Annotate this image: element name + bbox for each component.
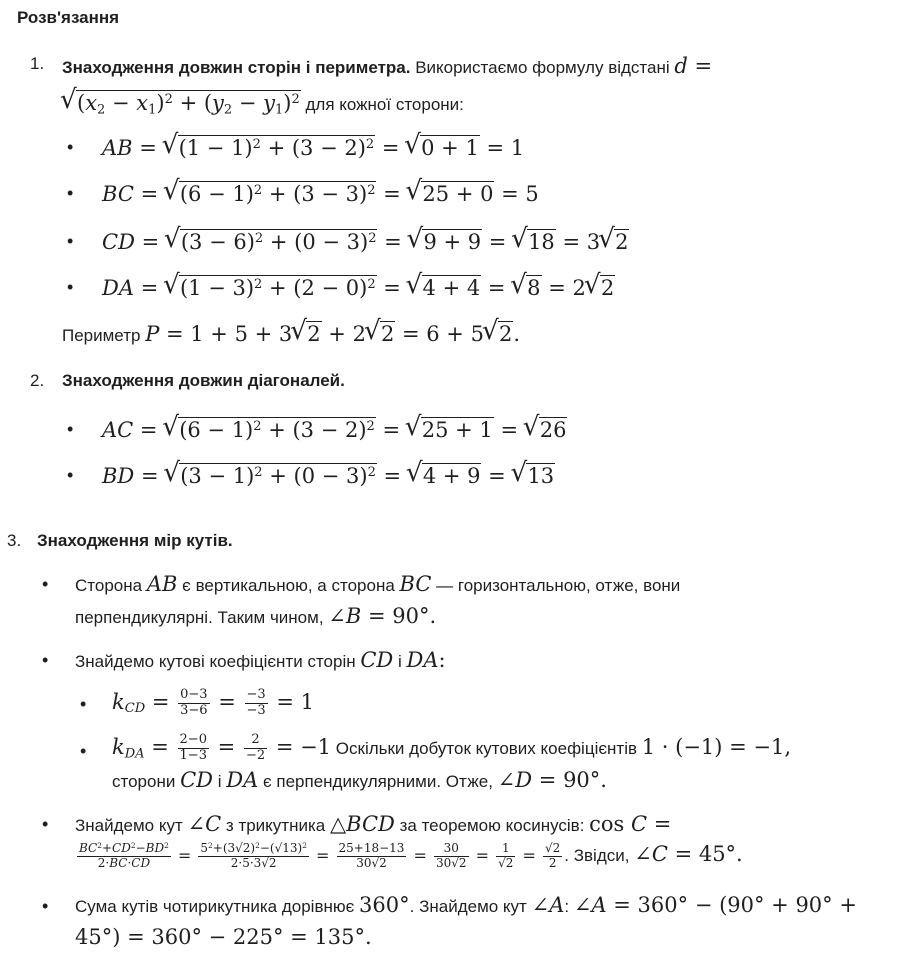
slope-cd: $k_{CD}$ = $\frac{0-3}{3-6}$ = $\frac{-3}{-3}$ = 1: [112, 687, 315, 718]
bullet-dot: •: [42, 650, 49, 670]
text: і: [397, 652, 402, 671]
angle-c-line-1: Знайдемо кут ∠C з трикутника △BCD за теоремою косинусів: cos C =: [75, 812, 672, 836]
bullet-dot: •: [67, 465, 74, 485]
text: і: [217, 772, 222, 791]
perimeter-line: Периметр P = 1 + 5 + 3√ 2 + 2√ 2 = 6 + 5√ 2.: [62, 321, 520, 346]
step-2-title: Знаходження довжин діагоналей.: [62, 371, 345, 390]
text: є вертикальною, а сторона: [182, 576, 395, 595]
formula-bd: BD = √ $(3 - 1)^2 + (0 - 3)^2$ = √ 4 + 9 = √ 13: [102, 463, 555, 488]
step-1-line-1: Знаходження довжин сторін і периметра. Використаємо формулу відстані d =: [62, 54, 713, 78]
step-1-line-2: √ $(x_2 - x_1)^2 + (y_2 - y_1)^2$ для кожної сторони:: [62, 90, 464, 115]
text: з трикутника: [225, 816, 326, 835]
step-1-text: Використаємо формулу відстані: [415, 58, 670, 77]
step-3-title: Знаходження мір кутів.: [37, 531, 233, 550]
formula-bc: BC = √ $(6 - 1)^2 + (3 - 3)^2$ = √ 25 + 0 = 5: [102, 181, 539, 206]
text: за теоремою косинусів:: [399, 816, 585, 835]
formula-cd: CD = √ $(3 - 6)^2 + (0 - 3)^2$ = √ 9 + 9 = √ 18 = 3√ 2: [102, 229, 629, 254]
step-1-text-2: для кожної сторони:: [305, 95, 464, 114]
bullet-dot: •: [42, 574, 49, 594]
angle-a-line-2: 45°) = 360° − 225° = 135°.: [75, 925, 372, 949]
angle-b-line-2: перпендикулярні. Таким чином, ∠B = 90°.: [75, 604, 437, 628]
text: Знайдемо кутові коефіцієнти сторін: [75, 652, 356, 671]
formula-ac: AC = √ $(6 - 1)^2 + (3 - 2)^2$ = √ 25 + 1 = √ 26: [102, 417, 567, 442]
angle-c-line-2: $\frac{BC^2+CD^2-BD^2}{2\cdot BC\cdot CD}$ = $\frac{5^2+(3√2)^2-(√13)^2}{2\cdot 5\cdot 3√2}$ = $\frac{25+18-13}{30√2}$ = $\frac{30}{30√2}$ = $\frac{1}{√2}$ = $\frac{√2}{2}$ . Звідси, ∠C = 45°.: [79, 841, 743, 870]
angle-b-line-1: Сторона AB є вертикальною, а сторона BC — горизонтальною, отже, вони: [75, 572, 681, 596]
text: Сума кутів чотирикутника дорівнює: [75, 897, 355, 916]
slope-da: $k_{DA}$ = $\frac{2-0}{1-3}$ = $\frac{2}{-2}$ = −1 Оскільки добуток кутових коефіцієнтів 1 · (−1) = −1,: [112, 732, 792, 763]
angle-a-line-1: Сума кутів чотирикутника дорівнює 360°. Знайдемо кут ∠A: ∠A = 360° − (90° + 90° +: [75, 893, 857, 917]
step-1-title: Знаходження довжин сторін і периметра.: [62, 58, 411, 77]
step-3-number: 3.: [7, 531, 22, 550]
perpendicular-line: сторони CD і DA є перпендикулярними. Отже, ∠D = 90°.: [112, 768, 607, 792]
text: сторони: [112, 772, 176, 791]
text: Оскільки добуток кутових коефіцієнтів: [335, 738, 637, 758]
bullet-dot: •: [67, 183, 74, 203]
text: . Знайдемо кут: [409, 897, 527, 916]
bullet-dot: •: [80, 694, 87, 714]
text: Сторона: [75, 576, 143, 595]
bullet-dot: •: [42, 896, 49, 916]
page-title: Розв'язання: [17, 8, 120, 27]
bullet-dot: •: [67, 231, 74, 251]
bullet-dot: •: [67, 277, 74, 297]
text: Знайдемо кут: [75, 816, 183, 835]
perimeter-label: Периметр: [62, 326, 141, 345]
bullet-dot: •: [80, 741, 87, 761]
step-1-number: 1.: [30, 54, 45, 73]
text: перпендикулярні. Таким чином,: [75, 608, 324, 627]
text: є перпендикулярними. Отже,: [262, 772, 493, 791]
bullet-dot: •: [67, 419, 74, 439]
bullet-dot: •: [67, 137, 74, 157]
bullet-dot: •: [42, 814, 49, 834]
step-2-number: 2.: [30, 371, 45, 390]
formula-ab: AB = √ $(1 - 1)^2 + (3 - 2)^2$ = √ 0 + 1 = 1: [102, 135, 524, 160]
formula-da: DA = √ $(1 - 3)^2 + (2 - 0)^2$ = √ 4 + 4 = √ 8 = 2√ 2: [102, 275, 615, 300]
slopes-intro: Знайдемо кутові коефіцієнти сторін CD і DA:: [75, 648, 446, 672]
text: — горизонтальною, отже, вони: [436, 576, 681, 595]
text: . Звідси,: [564, 846, 630, 865]
